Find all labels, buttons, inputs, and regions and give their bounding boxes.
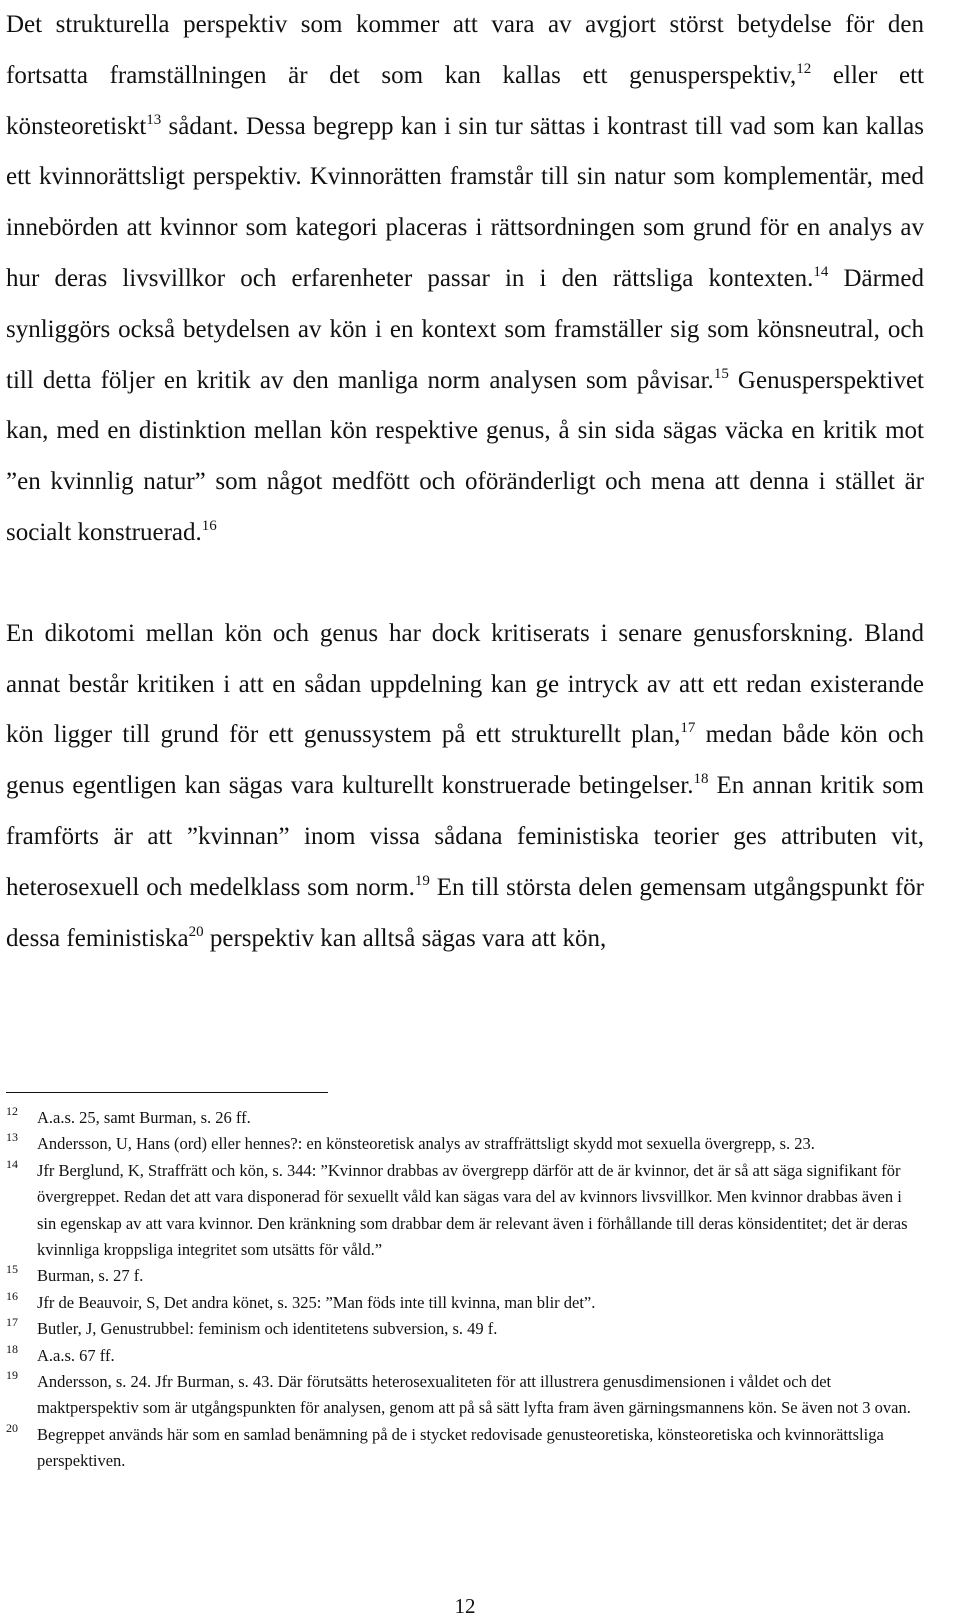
footnote-number: 20 [6, 1420, 18, 1435]
text-run: Därmed synliggörs också betydelsen av kön i en kontext som framställer sig som könsneutral, och till detta följer en kritik av den manliga norm analysen som påvisar. [6, 264, 924, 394]
footnote-reference: 14 [813, 263, 829, 280]
footnote-reference: 13 [146, 111, 162, 128]
footnotes [6, 1105, 924, 1475]
footnote-text: Jfr Berglund, K, Straffrätt och kön, s. 344: ”Kvinnor drabbas av övergrepp därför att de är kvinnor, det är så att säga signifikant för övergreppet. Redan det att vara disponerad för sexuellt våld kan sägas vara del av kvinnors livsvillkor. Men kvinnor drabbas även i sin egenskap av att vara kvinnor. Den kränkning som drabbar dem är relevant även i förhållande till deras könsidentitet; det är deras kvinnliga kroppsliga integritet som utsätts för våld.” [37, 1160, 908, 1260]
footnote [6, 1369, 924, 1422]
footnote-text: Butler, J, Genustrubbel: feminism och identitetens subversion, s. 49 f. [37, 1319, 498, 1339]
footnote-reference: 19 [414, 872, 430, 889]
footnote-number: 15 [6, 1262, 18, 1277]
footnote [6, 1316, 924, 1342]
footnote-number: 19 [6, 1368, 18, 1383]
text-run: medan både kön och genus egentligen kan sägas vara kulturellt konstruerade betingelser. [6, 721, 924, 800]
footnote-reference: 15 [713, 365, 729, 382]
footnote-text: Andersson, U, Hans (ord) eller hennes?: en könsteoretisk analys av straffrättsligt skydd mot sexuella övergrepp, s. 23. [37, 1134, 815, 1154]
paragraph [6, 0, 924, 559]
text-run: En annan kritik som framförts är att ”kvinnan” inom vissa sådana feministiska teorier ges attributen vit, heterosexuell och medelklass som norm. [6, 772, 924, 901]
footnote [6, 1422, 924, 1475]
footnote-number: 16 [6, 1288, 18, 1303]
footnote-text: A.a.s. 67 ff. [37, 1345, 115, 1365]
footnote-reference: 18 [693, 771, 709, 788]
footnote-reference: 12 [796, 60, 812, 77]
footnote-text: Andersson, s. 24. Jfr Burman, s. 43. Där förutsätts heterosexualiteten för att illustrera genusdimensionen i våldet och det maktperspektiv som är utgångspunkten för analysen, genom att på så sätt lyfta fram även gärningsmannens kön. Se även not 3 ovan. [37, 1372, 911, 1418]
footnote [6, 1290, 924, 1316]
footnote-number: 17 [6, 1315, 18, 1330]
footnote-separator [6, 1092, 328, 1093]
text-run: Genusperspektivet kan, med en distinktion mellan kön respektive genus, å sin sida sägas väcka en kritik mot ”en kvinnlig natur” som något medfött och oföränderligt och mena att denna i stället är socialt konstruerad. [6, 366, 924, 546]
text-run: En dikotomi mellan kön och genus har dock kritiserats i senare genusforskning. Bland annat består kritiken i att en sådan uppdelning kan ge intryck av att ett redan existerande kön ligger till grund för ett genussystem på ett strukturellt plan, [6, 619, 924, 749]
footnote-reference: 20 [188, 923, 204, 940]
page-number: 12 [454, 1594, 476, 1618]
footnote-text: A.a.s. 25, samt Burman, s. 26 ff. [37, 1108, 251, 1127]
paragraph [6, 609, 924, 965]
footnote [6, 1131, 924, 1157]
footnote-text: Begreppet används här som en samlad benämning på de i stycket redovisade genusteoretiska, könsteoretiska och kvinnorättsliga perspektiven. [37, 1424, 884, 1471]
text-run: Det strukturella perspektiv som kommer att vara av avgjort störst betydelse för den fortsatta framställningen är det som kan kallas ett genusperspektiv, [6, 11, 924, 89]
text-run: perspektiv kan alltså sägas vara att kön, [203, 924, 607, 952]
body-text [6, 0, 924, 964]
footnote [6, 1105, 924, 1131]
footnote [6, 1158, 924, 1264]
footnote-number: 14 [6, 1156, 18, 1171]
footnote-reference: 17 [680, 720, 696, 737]
text-run: En till största delen gemensam utgångspunkt för dessa feministiska [6, 873, 924, 952]
footnote-number: 13 [6, 1130, 18, 1145]
footnote-text: Burman, s. 27 f. [37, 1266, 144, 1286]
text-run: sådant. Dessa begrepp kan i sin tur sättas i kontrast till vad som kan kallas ett kvinnorättsligt perspektiv. Kvinnorätten framstår till sin natur som komplementär, med innebörden att kvinnor som kategori placeras i rättsordningen som grund för en analys av hur deras livsvillkor och erfarenheter passar in i den rättsliga kontexten. [6, 112, 924, 292]
footnote-text: Jfr de Beauvoir, S, Det andra könet, s. 325: ”Man föds inte till kvinna, man blir det”. [37, 1292, 596, 1312]
footnote-number: 18 [6, 1341, 18, 1356]
footnote [6, 1343, 924, 1369]
footnote [6, 1263, 924, 1289]
text-run: eller ett könsteoretiskt [6, 61, 924, 140]
footnote-number: 12 [6, 1104, 18, 1118]
footnote-reference: 16 [201, 517, 217, 534]
